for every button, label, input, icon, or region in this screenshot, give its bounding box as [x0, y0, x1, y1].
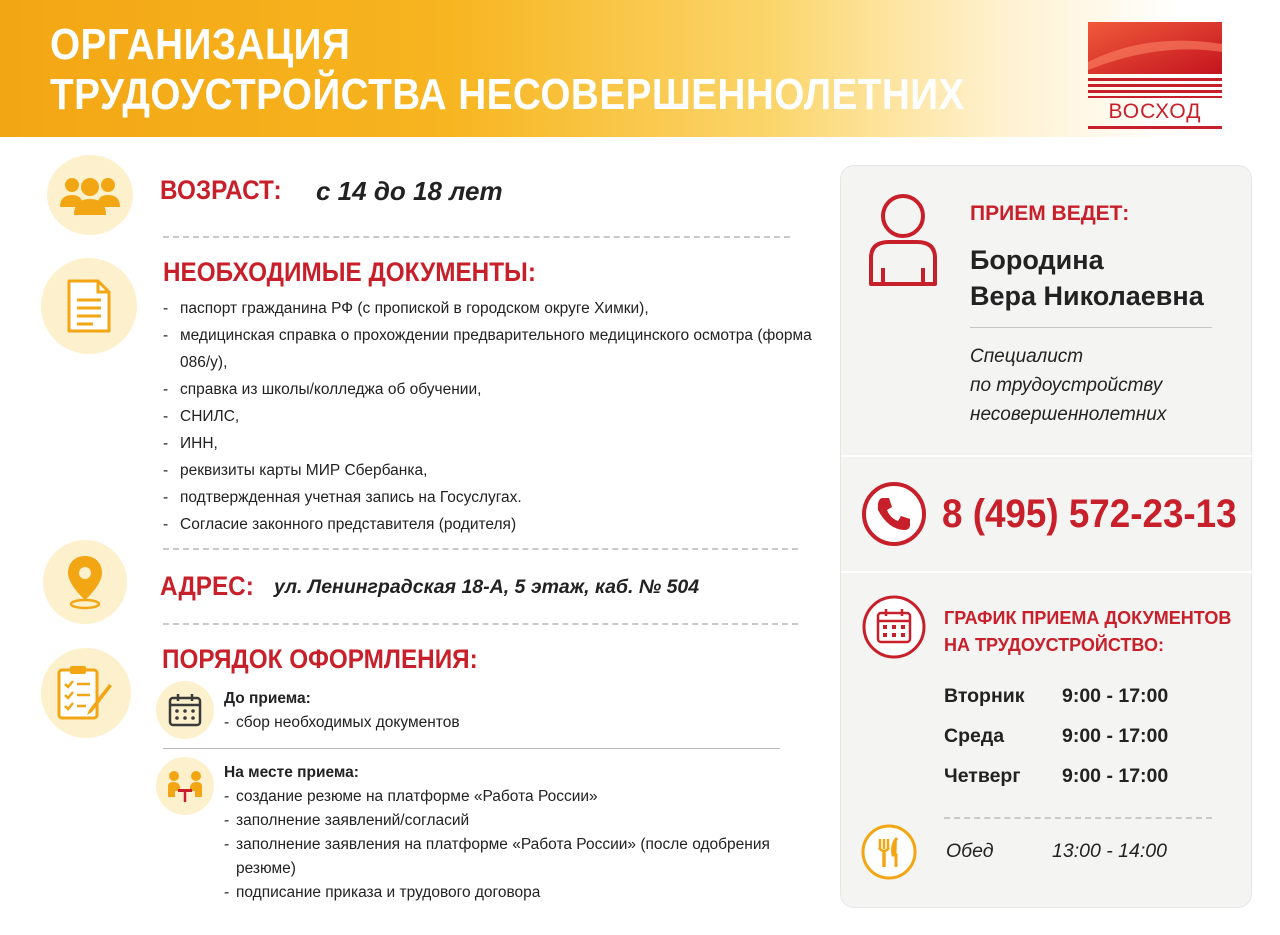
address-icon-circle — [43, 540, 127, 624]
divider — [163, 236, 790, 238]
age-label: ВОЗРАСТ: — [160, 175, 282, 205]
contact-role — [970, 342, 1166, 429]
logo-underline — [1088, 126, 1222, 129]
procedure-icon-circle — [41, 648, 131, 738]
location-pin-icon — [65, 554, 105, 610]
document-icon — [66, 278, 112, 334]
list-item: - СНИЛС, — [163, 403, 813, 430]
lunch-label: Обед — [946, 840, 994, 862]
contact-label: ПРИЕМ ВЕДЕТ: — [970, 202, 1130, 225]
contact-role-line1: Специалист — [970, 346, 1084, 367]
divider — [163, 623, 798, 625]
phone-icon[interactable] — [861, 481, 927, 547]
page-title — [50, 20, 965, 120]
documents-list — [163, 295, 813, 538]
list-item: - заполнение заявления на платформе «Работа России» (после одобрения резюме) — [224, 833, 794, 881]
people-group-icon — [58, 175, 122, 215]
list-item: - ИНН, — [163, 430, 813, 457]
before-icon-circle — [156, 681, 214, 739]
schedule-time: 9:00 - 17:00 — [1062, 725, 1169, 747]
age-value: с 14 до 18 лет — [316, 176, 503, 206]
before-list — [224, 711, 784, 735]
card-divider — [841, 455, 1253, 457]
lunch-cutlery-icon — [860, 823, 918, 881]
contact-name — [970, 242, 1204, 314]
logo-graphic — [1088, 22, 1222, 100]
schedule-calendar-icon — [861, 594, 927, 660]
schedule-time: 9:00 - 17:00 — [1062, 765, 1169, 787]
schedule-day: Среда — [944, 725, 1005, 747]
page-title-line1: ОРГАНИЗАЦИЯ — [50, 20, 351, 69]
onsite-list — [224, 785, 794, 905]
schedule-time: 9:00 - 17:00 — [1062, 685, 1169, 707]
age-icon-circle — [47, 155, 133, 235]
list-item: - подтвержденная учетная запись на Госуслугах. — [163, 484, 813, 511]
schedule-day: Вторник — [944, 685, 1025, 707]
lunch-time: 13:00 - 14:00 — [1052, 840, 1167, 862]
list-item: - справка из школы/колледжа об обучении, — [163, 376, 813, 403]
card-divider — [841, 571, 1253, 573]
contact-role-line2: по трудоустройству — [970, 375, 1163, 396]
schedule-title — [944, 605, 1231, 659]
phone-number[interactable]: 8 (495) 572-23-13 — [942, 492, 1237, 536]
divider — [944, 817, 1212, 819]
address-label: АДРЕС: — [160, 571, 254, 601]
list-item: - заполнение заявлений/согласий — [224, 809, 794, 833]
list-item: - медицинская справка о прохождении предварительного медицинского осмотра (форма 086/у), — [163, 322, 813, 376]
page-title-line2: ТРУДОУСТРОЙСТВА НЕСОВЕРШЕННОЛЕТНИХ — [50, 70, 965, 119]
list-item: - создание резюме на платформе «Работа России» — [224, 785, 794, 809]
divider — [163, 748, 780, 749]
checklist-icon — [56, 664, 116, 722]
procedure-label: ПОРЯДОК ОФОРМЛЕНИЯ: — [162, 644, 478, 674]
voskhod-logo — [1088, 22, 1222, 134]
logo-text: ВОСХОД — [1108, 100, 1202, 123]
divider — [163, 548, 798, 550]
calendar-icon — [168, 693, 202, 727]
documents-icon-circle — [41, 258, 137, 354]
divider — [970, 327, 1212, 328]
documents-label: НЕОБХОДИМЫЕ ДОКУМЕНТЫ: — [163, 257, 536, 287]
address-value: ул. Ленинградская 18-А, 5 этаж, каб. № 504 — [274, 576, 700, 598]
onsite-title: На месте приема: — [224, 764, 359, 781]
schedule-title-line2: НА ТРУДОУСТРОЙСТВО: — [944, 635, 1164, 655]
contact-name-line2: Вера Николаевна — [970, 281, 1204, 311]
person-icon — [867, 192, 939, 288]
meeting-icon — [165, 769, 205, 803]
list-item: - Согласие законного представителя (родителя) — [163, 511, 813, 538]
contact-role-line3: несовершеннолетних — [970, 404, 1167, 425]
schedule-title-line1: ГРАФИК ПРИЕМА ДОКУМЕНТОВ — [944, 608, 1232, 628]
list-item: - паспорт гражданина РФ (с пропиской в городском округе Химки), — [163, 295, 813, 322]
onsite-icon-circle — [156, 757, 214, 815]
schedule-day: Четверг — [944, 765, 1021, 787]
list-item: - реквизиты карты МИР Сбербанка, — [163, 457, 813, 484]
list-item: - сбор необходимых документов — [224, 711, 784, 735]
contact-name-line1: Бородина — [970, 245, 1104, 275]
before-title: До приема: — [224, 690, 311, 707]
contact-card — [840, 165, 1252, 908]
list-item: - подписание приказа и трудового договора — [224, 881, 794, 905]
